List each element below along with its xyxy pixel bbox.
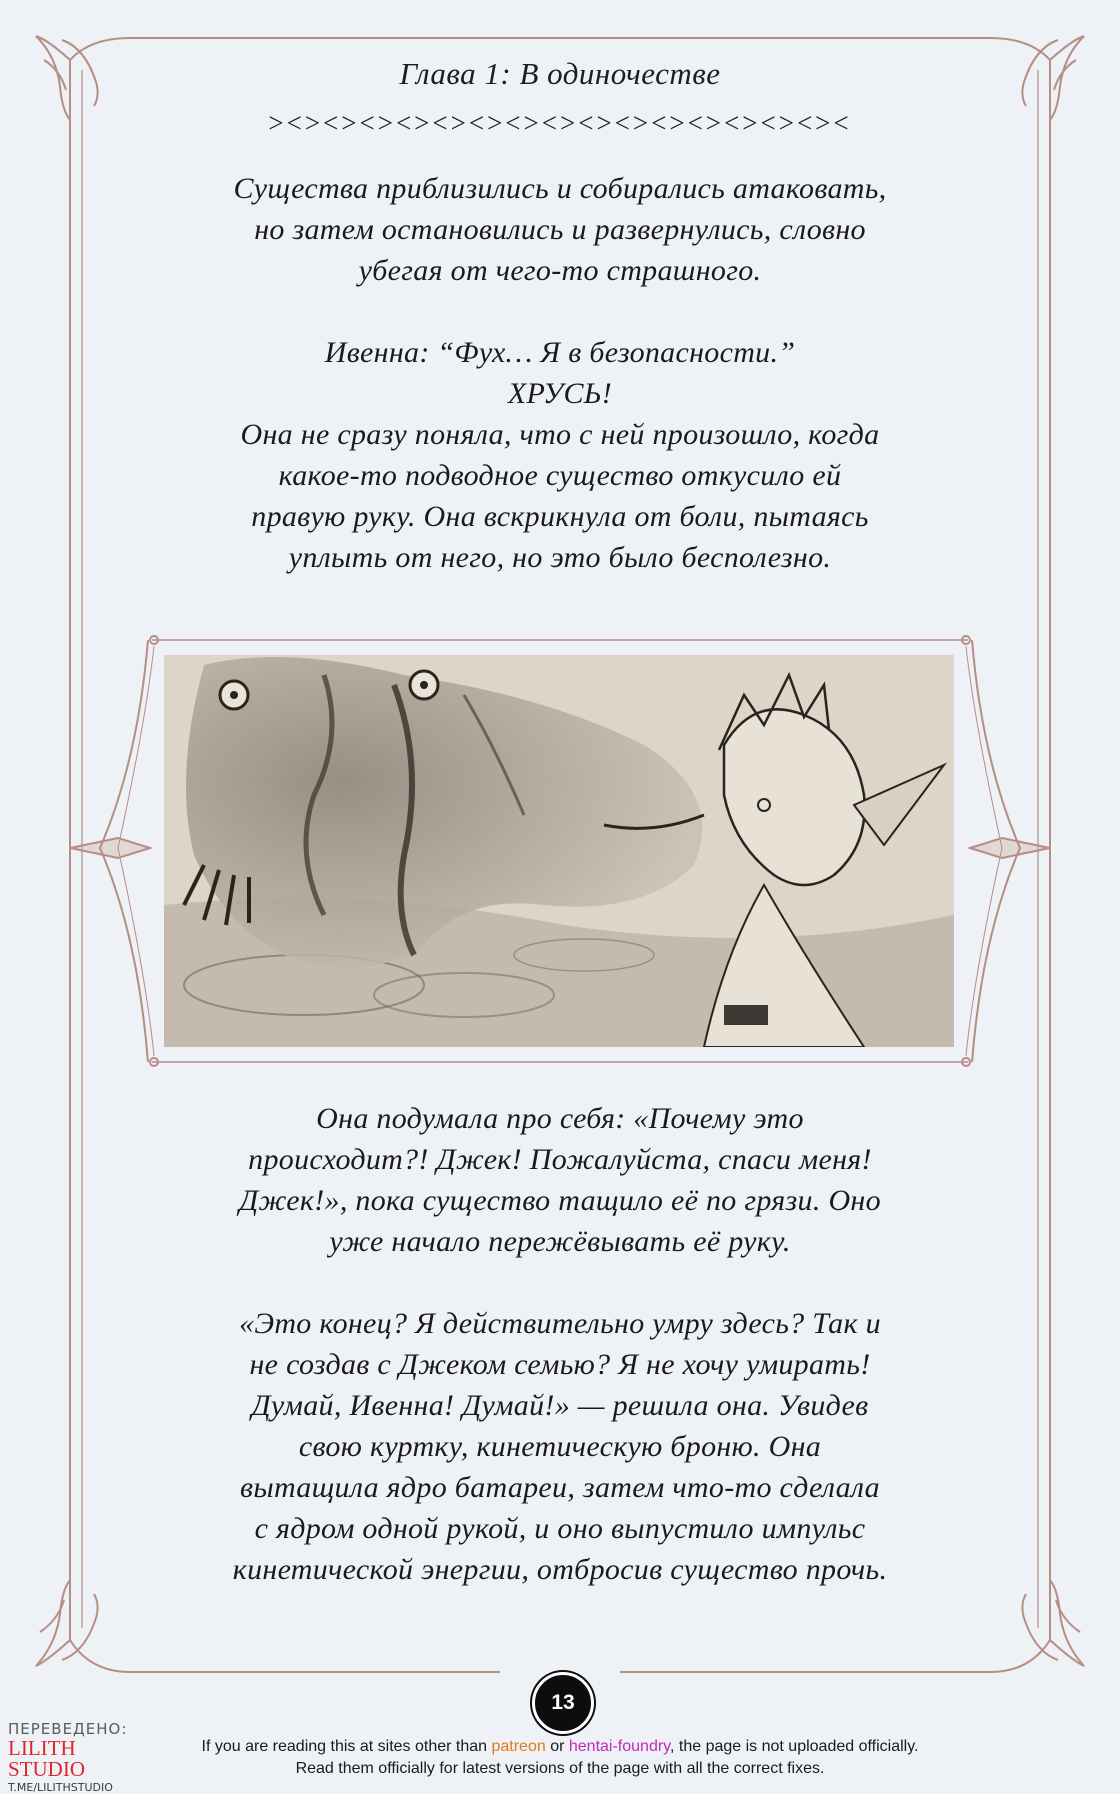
illustration-sketch xyxy=(164,655,954,1047)
story-text-bottom xyxy=(160,1098,960,1590)
text-line: Ивенна: “Фух… Я в безопасности.” xyxy=(324,336,796,369)
text-line: «Это конец? Я действительно умру здесь? Так и xyxy=(239,1307,881,1340)
text-line xyxy=(160,291,960,332)
hentai-foundry-link[interactable]: hentai-foundry xyxy=(568,1738,670,1755)
text-line: уплыть от него, но это было бесполезно. xyxy=(288,541,832,574)
notice-text: , the page is not uploaded officially. xyxy=(669,1738,919,1755)
notice-text: or xyxy=(545,1738,569,1755)
chapter-title: Глава 1: В одиночестве xyxy=(399,56,721,91)
story-illustration xyxy=(164,655,954,1047)
text-line: свою куртку, кинетическую броню. Она xyxy=(298,1430,822,1463)
page-number-badge: 13 xyxy=(532,1672,594,1734)
notice-text-line2: Read them officially for latest versions of the page with all the correct fixes. xyxy=(295,1760,825,1777)
text-line: какое-то подводное существо откусило ей xyxy=(278,459,842,492)
text-line: правую руку. Она вскрикнула от боли, пытаясь xyxy=(251,500,869,533)
text-line: Существа приблизились и собирались атаковать, xyxy=(233,172,887,205)
text-line: убегая от чего-то страшного. xyxy=(358,254,762,287)
notice-text: If you are reading this at sites other than xyxy=(201,1738,492,1755)
text-line: происходит?! Джек! Пожалуйста, спаси меня! xyxy=(248,1143,872,1176)
text-line: но затем остановились и развернулись, словно xyxy=(254,213,866,246)
text-line: кинетической энергии, отбросив существо прочь. xyxy=(232,1553,888,1586)
title-divider: ><><><><><><><><><><><><><><><>< xyxy=(268,108,852,138)
text-line: Думай, Ивенна! Думай!» — решила она. Увидев xyxy=(251,1389,869,1422)
patreon-link[interactable]: patreon xyxy=(491,1738,546,1755)
text-line: не создав с Джеком семью? Я не хочу умирать! xyxy=(249,1348,871,1381)
text-line: уже начало пережёвывать её руку. xyxy=(329,1225,791,1258)
text-line: с ядром одной рукой, и оно выпустило импульс xyxy=(254,1512,866,1545)
text-line: Она не сразу поняла, что с ней произошло, когда xyxy=(240,418,880,451)
text-line: Она подумала про себя: «Почему это xyxy=(316,1102,804,1135)
translator-credit xyxy=(8,1722,148,1793)
credit-translated-label: ПЕРЕВЕДЕНО: xyxy=(8,1720,128,1738)
text-line xyxy=(160,1262,960,1303)
credit-studio-name: LILITH STUDIO xyxy=(8,1736,85,1781)
credit-telegram-link[interactable]: T.ME/LILITHSTUDIO xyxy=(8,1781,113,1794)
official-source-notice xyxy=(150,1736,970,1780)
text-line: Джек!», пока существо тащило её по грязи. Оно xyxy=(239,1184,881,1217)
text-line: вытащила ядро батареи, затем что-то сделала xyxy=(240,1471,880,1504)
story-text-top xyxy=(160,168,960,578)
text-line: ХРУСЬ! xyxy=(507,377,613,410)
